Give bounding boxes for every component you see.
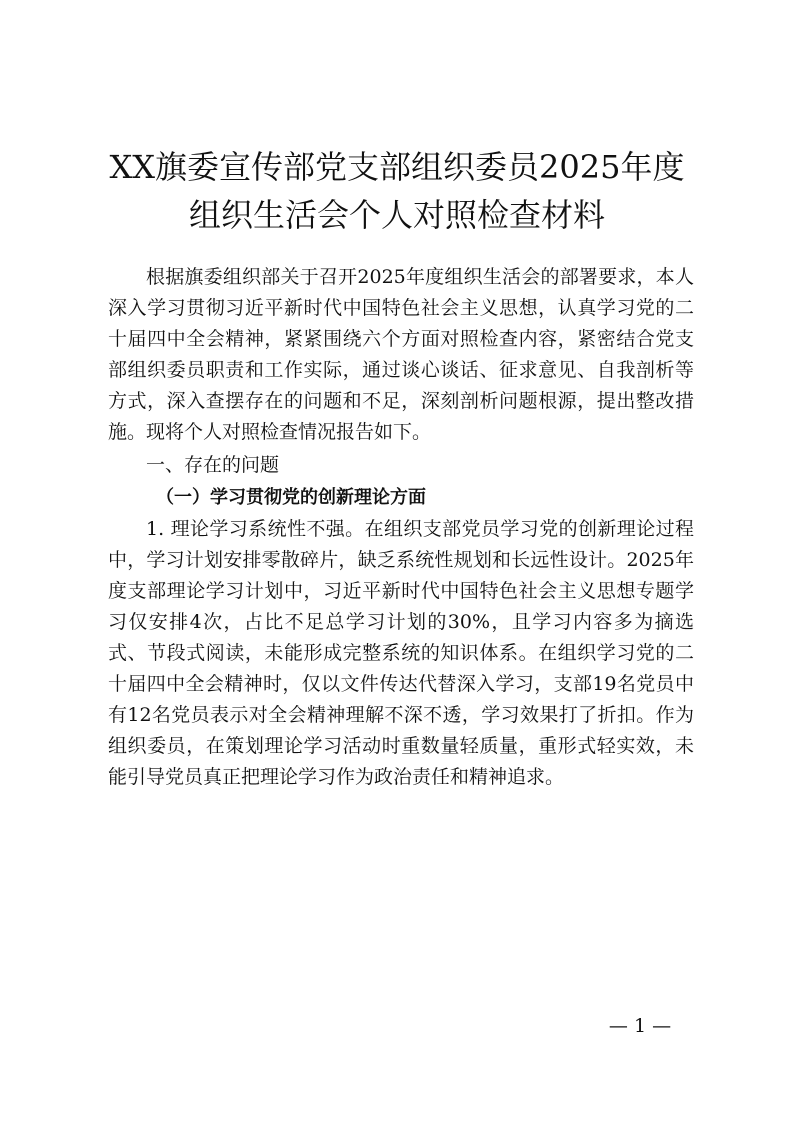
item-paragraph: 1. 理论学习系统性不强。在组织支部党员学习党的创新理论过程中，学习计划安排零散碎片，缺乏系统性规划和长远性设计。2025年度支部理论学习计划中，习近平新时代中国特色社会主义思想专题学习仅安排4次，占比不足总学习计划的30%，且学习内容多为摘选式、节段式阅读，未能形成完整系统的知识体系。在组织学习党的二十届四中全会精神时，仅以文件传达代替深入学习，支部19名党员中有12名党员表示对全会精神理解不深不透，学习效果打了折扣。作为组织委员，在策划理论学习活动时重数量轻质量，重形式轻实效，未能引导党员真正把理论学习作为政治责任和精神追求。 (108, 518, 694, 788)
document-body (108, 262, 694, 793)
intro-paragraph: 根据旗委组织部关于召开2025年度组织生活会的部署要求，本人深入学习贯彻习近平新时代中国特色社会主义思想，认真学习党的二十届四中全会精神，紧紧围绕六个方面对照检查内容，紧密结合党支部组织委员职责和工作实际，通过谈心谈话、征求意见、自我剖析等方式，深入查摆存在的问题和不足，深刻剖析问题根源，提出整改措施。现将个人对照检查情况报告如下。 (108, 266, 694, 443)
document-title: XX旗委宣传部党支部组织委员2025年度组织生活会个人对照检查材料 (109, 148, 685, 234)
page-number: — 1 — (608, 1015, 672, 1037)
section-heading: 一、存在的问题 (146, 454, 280, 476)
subsection-heading: （一）学习贯彻党的创新理论方面 (156, 487, 426, 508)
